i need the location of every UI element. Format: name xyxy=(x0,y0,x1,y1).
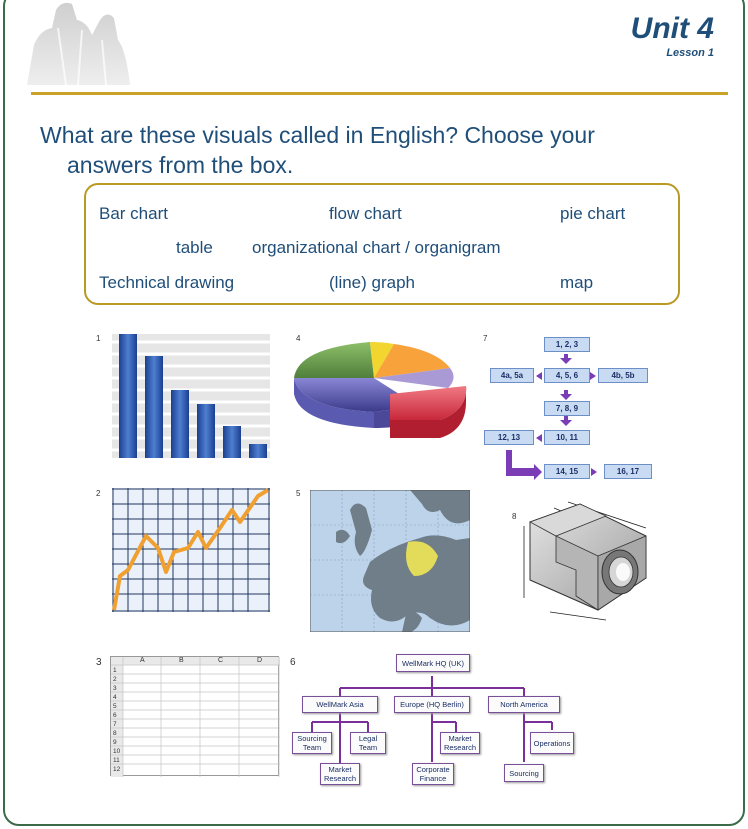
flow-box: 16, 17 xyxy=(604,464,652,479)
header-divider xyxy=(31,92,728,95)
row-header: 9 xyxy=(113,739,117,746)
org-box: Sourcing Team xyxy=(292,732,332,754)
column-header: A xyxy=(140,657,145,664)
row-header: 8 xyxy=(113,730,117,737)
org-box: Sourcing xyxy=(504,764,544,782)
technical-drawing-illustration xyxy=(520,500,668,622)
figure-number: 2 xyxy=(96,489,101,498)
org-box: Operations xyxy=(530,732,574,754)
row-header: 2 xyxy=(113,676,117,683)
lesson-label: Lesson 1 xyxy=(666,47,714,59)
answer-word-organigram: organizational chart / organigram xyxy=(252,238,501,257)
answer-word-flow-chart: flow chart xyxy=(329,204,402,223)
row-header: 4 xyxy=(113,694,117,701)
pie-chart-illustration xyxy=(290,338,470,446)
org-box-root: WellMark HQ (UK) xyxy=(396,654,470,672)
figure-number: 8 xyxy=(512,512,517,521)
spreadsheet-grid xyxy=(111,657,280,777)
figure-number: 3 xyxy=(96,657,102,668)
column-header: B xyxy=(179,657,184,664)
org-box: Market Research xyxy=(440,732,480,754)
answer-word-map: map xyxy=(560,273,594,292)
answer-word-pie-chart: pie chart xyxy=(560,204,626,223)
answer-box xyxy=(84,183,680,305)
map-illustration xyxy=(310,490,470,632)
flow-box: 14, 15 xyxy=(544,464,590,479)
figure-number: 6 xyxy=(290,657,296,668)
flow-box: 4a, 5a xyxy=(490,368,534,383)
row-header: 7 xyxy=(113,721,117,728)
row-headers xyxy=(113,666,120,774)
flow-box: 4b, 5b xyxy=(598,368,648,383)
row-header: 1 xyxy=(113,667,117,674)
flow-box: 7, 8, 9 xyxy=(544,401,590,416)
flow-box: 4, 5, 6 xyxy=(544,368,590,383)
row-header: 12 xyxy=(113,766,121,773)
row-header: 10 xyxy=(113,748,121,755)
flow-box: 1, 2, 3 xyxy=(544,337,590,352)
org-box: Market Research xyxy=(320,763,360,785)
org-box: WellMark Asia xyxy=(302,696,378,713)
flow-box: 12, 13 xyxy=(484,430,534,445)
question-line-2: answers from the box. xyxy=(67,152,294,178)
org-box: Corporate Finance xyxy=(412,763,454,785)
unit-title: Unit 4 xyxy=(630,12,714,45)
row-header: 6 xyxy=(113,712,117,719)
answer-word-table: table xyxy=(176,238,213,257)
row-header: 3 xyxy=(113,685,117,692)
question-text xyxy=(40,120,700,180)
figure-number: 1 xyxy=(96,334,101,343)
figure-number: 5 xyxy=(296,489,301,498)
figure-number: 7 xyxy=(483,334,488,343)
bar-chart-illustration xyxy=(112,334,270,458)
flow-box: 10, 11 xyxy=(544,430,590,445)
row-header: 11 xyxy=(113,757,120,764)
column-header: D xyxy=(257,657,263,664)
people-silhouette-icon xyxy=(22,0,132,85)
org-box: North America xyxy=(488,696,560,713)
org-box: Europe (HQ Berlin) xyxy=(394,696,470,713)
answer-word-technical-drawing: Technical drawing xyxy=(99,273,235,292)
line-graph-illustration xyxy=(112,488,270,612)
spreadsheet-illustration xyxy=(110,656,279,776)
question-line-1: What are these visuals called in English? Choose your xyxy=(40,122,595,148)
answer-word-line-graph: (line) graph xyxy=(329,273,415,292)
org-box: Legal Team xyxy=(350,732,386,754)
column-header: C xyxy=(218,657,224,664)
answer-word-bar-chart: Bar chart xyxy=(99,204,168,223)
figure-number: 4 xyxy=(296,334,301,343)
row-header: 5 xyxy=(113,703,117,710)
